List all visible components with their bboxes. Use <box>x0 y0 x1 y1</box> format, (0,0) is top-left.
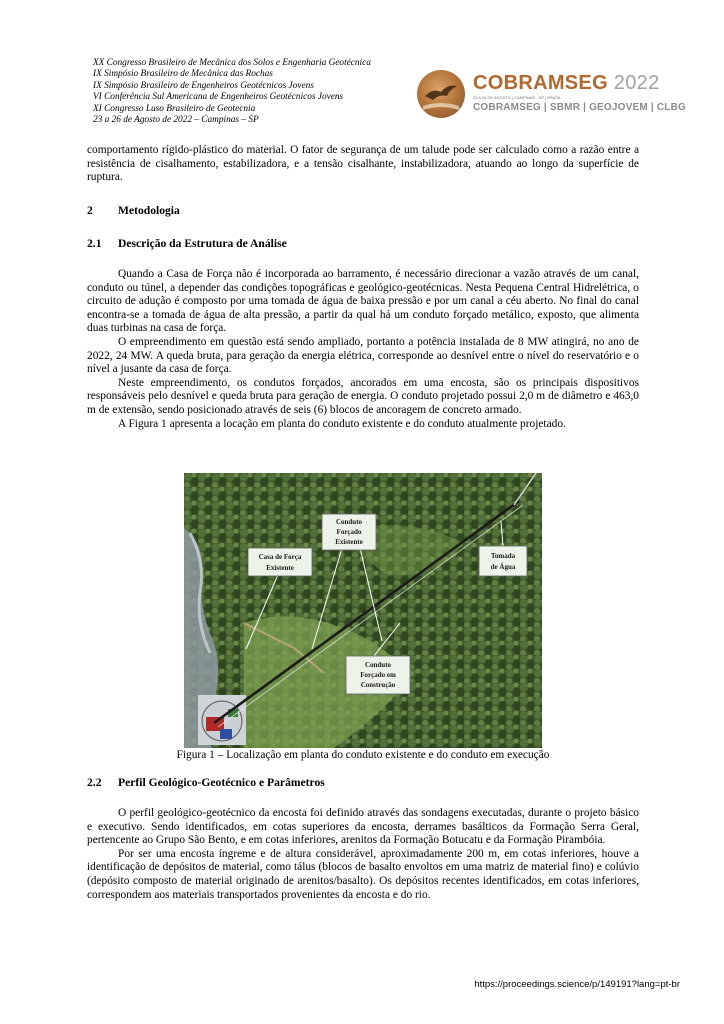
section-2-1-body <box>87 268 639 431</box>
paragraph: Quando a Casa de Força não é incorporada ao barramento, é necessário direcionar a vazão através de um canal, conduto ou túnel, a depender das condições topográficas e geológico-geotécnicas. Nesta Pequena Central Hidrelétrica, o circuito de adução é composto por uma tomada de água de baixa pressão e por um canal a céu aberto. No final do canal encontra-se a tomada de água de alta pressão, a partir da qual há um conduto forçado metálico, exposto, que alimenta duas turbinas na casa de força. <box>87 268 639 335</box>
aerial-map-image <box>184 473 542 748</box>
header-line: 23 a 26 de Agosto de 2022 – Campinas – SP <box>93 115 259 126</box>
map-label: Conduto <box>364 661 392 669</box>
map-label: Forçado <box>336 528 362 536</box>
map-label: Existente <box>266 564 294 572</box>
logo-tagline: 23 A 26 DE AGOSTO | CAMPINAS - SP | BRASIL <box>473 95 562 100</box>
map-label: Conduto <box>335 518 363 526</box>
logo-emblem-icon <box>417 70 465 118</box>
logo-subtitle: COBRAMSEG | SBMR | GEOJOVEM | CLBG <box>473 102 686 113</box>
intro-paragraph-block <box>87 144 639 185</box>
header-line: XX Congresso Brasileiro de Mecânica dos Solos e Engenharia Geotécnica <box>93 58 371 68</box>
subsection-heading: 2.2 Perfil Geológico-Geotécnico e Parâmetros <box>87 776 325 789</box>
map-label: Existente <box>335 538 363 546</box>
section-heading: 2 Metodologia <box>87 204 180 217</box>
subsection-heading: 2.1 Descrição da Estrutura de Análise <box>87 237 287 250</box>
footer-url[interactable]: https://proceedings.science/p/149191?lang=pt-br <box>474 979 680 990</box>
header-line: IX Simpósio Brasileiro de Mecânica das Rochas <box>93 69 273 80</box>
cobramseg-logo <box>415 70 686 120</box>
section-2-2-body <box>87 807 639 902</box>
map-label: Tomada <box>490 552 516 560</box>
paragraph: O perfil geológico-geotécnico da encosta foi definido através das sondagens executadas, durante o projeto básico e executivo. Sendo identificados, em cotas superiores da encosta, derrames basálticos da Formação Serra Geral, pertencente ao Grupo São Bento, e em cotas inferiores, arenitos da Formação Botucatu e da Formação Pirambóia. <box>87 807 639 847</box>
map-label: Casa de Força <box>258 553 302 561</box>
map-label: Forçado em <box>360 671 396 679</box>
label-box-tomada-agua <box>479 546 527 576</box>
paragraph: comportamento rígido-plástico do material. O fator de segurança de um talude pode ser calculado como a razão entre a resistência de cisalhamento, estabilizadora, e a tensão cisalhante, instabilizadora, atuando ao longo da superfície de ruptura. <box>87 144 639 184</box>
header-line: IX Simpósio Brasileiro de Engenheiros Geotécnicos Jovens <box>93 80 314 91</box>
header-line: XI Congresso Luso Brasileiro de Geotecnia <box>93 103 256 114</box>
header-line: VI Conferência Sul Americana de Engenheiros Geotécnicos Jovens <box>93 92 344 103</box>
paragraph: A Figura 1 apresenta a locação em planta do conduto existente e do conduto atualmente projetado. <box>118 417 566 430</box>
paragraph: O empreendimento em questão está sendo ampliado, portanto a potência instalada de 8 MW atingirá, no ano de 2022, 24 MW. A queda bruta, para geração da energia elétrica, corresponde ao desnível entre o nível do reservatório e o nível a jusante da casa de força. <box>87 335 639 376</box>
conference-header <box>93 58 371 126</box>
map-label: Construção <box>360 681 396 689</box>
figure-caption: Figura 1 – Localização em planta do conduto existente e do conduto em execução <box>176 749 550 761</box>
map-label: de Água <box>490 563 516 571</box>
figure-aerial-map <box>184 473 542 748</box>
logo-title: COBRAMSEG 2022 <box>473 72 660 94</box>
paragraph: Por ser uma encosta íngreme e de altura considerável, aproximadamente 200 m, em cotas inferiores, houve a identificação de depósitos de material, como tálus (blocos de basalto envoltos em uma matriz de material fino) e colúvio (depósito composto de material originado de arenitos/basalto). Os depósitos recentes identificados, em cotas inferiores, correspondem aos materiais transportados provenientes da encosta e do rio. <box>87 847 639 901</box>
paragraph: Neste empreendimento, os condutos forçados, ancorados em uma encosta, são os principais dispositivos responsáveis pelo desnível e queda bruta para geração de energia. O conduto projetado possui 2,0 m de diâmetro e 463,0 m de extensão, sendo posicionado através de seis (6) blocos de ancoragem de concreto armado. <box>87 376 639 416</box>
